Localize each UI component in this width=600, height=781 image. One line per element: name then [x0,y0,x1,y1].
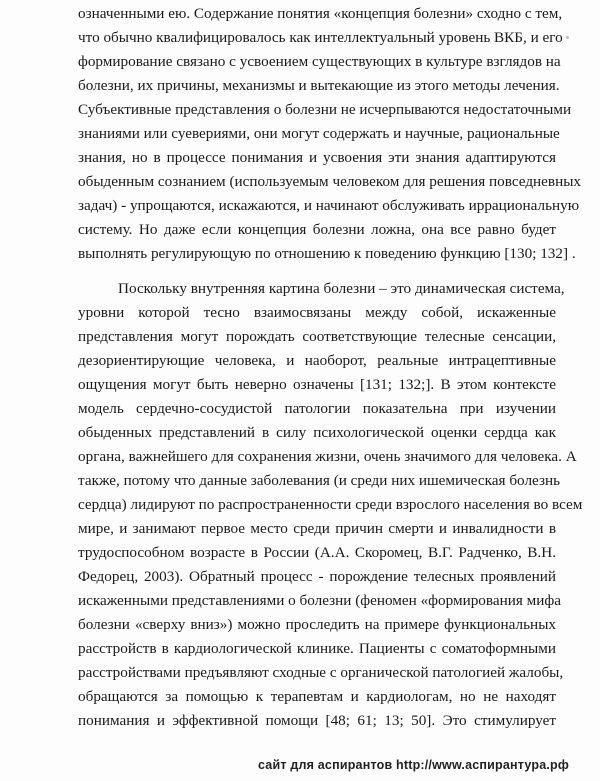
text-line: мире, и занимают первое место среди причин смерти и инвалидности в [78,519,556,537]
text-line: означенными ею. Содержание понятия «концепция болезни» сходно с тем, [78,5,563,22]
text-line: расстройств в кардиологической клинике. Пациенты с соматоформными [78,640,556,658]
text-line: обращаются за помощью к терапевтам и кардиологам, но не находят [78,688,556,706]
text-line: трудоспособном возрасте в России (А.А. Скоромец, В.Г. Радченко, В.Н. [78,544,556,562]
text-line: выполнять регулирующую по отношению к поведению функцию [130; 132] . [78,245,576,263]
text-line: модель сердечно-сосудистой патологии показательна при изучении [78,399,556,417]
text-line: знания, но в процессе понимания и усвоения эти знания адаптируются [78,149,556,167]
text-line: органа, важнейшего для сохранения жизни, очень значимого для человека. А [78,447,577,465]
text-line: расстройствами предъявляют сходные с органической патологией жалобы, [78,664,564,682]
text-line: что обычно квалифицировалось как интеллектуальный уровень ВКБ, и его [78,29,563,47]
text-line: обыденным сознанием (используемым человеком для решения повседневных [78,173,582,191]
text-line: знаниями или суевериями, они могут содержать и научные, рациональные [78,125,560,143]
text-line: систему. Но даже если концепция болезни ложна, она все равно будет [78,221,556,239]
paragraph-2 [78,277,583,734]
text-line: Поскольку внутренняя картина болезни – это динамическая система, [118,279,565,297]
site-watermark: сайт для аспирантов http://www.аспирантура.рф [258,758,570,772]
text-line: обыденных представлений в силу психологической оценки сердца как [78,423,556,441]
text-line: представления могут порождать соответствующие телесные сенсации, [78,327,556,345]
scan-speck [566,36,569,39]
text-line: ощущения могут быть неверно означены [131; 132;]. В этом контексте [78,375,556,393]
text-line: дезориентирующие человека, и наоборот, реальные интрацептивные [78,351,556,369]
text-line: также, потому что данные заболевания (и среди них ишемическая болезнь [78,471,561,489]
text-line: задач) - упрощаются, искажаются, и начинают обслуживать иррациональную [78,197,580,215]
paragraph-1 [78,2,582,267]
text-line: формирование связано с усвоением существующих в культуре взглядов на [78,53,561,71]
text-line: болезни, их причины, механизмы и вытекающие из этого методы лечения. [78,77,560,95]
text-line: искаженными представлениями о болезни (феномен «формирования мифа [78,592,561,610]
document-body [78,2,583,733]
text-line: Субъективные представления о болезни не исчерпываются недостаточными [78,101,572,119]
text-line: Федорец, 2003). Обратный процесс - порождение телесных проявлений [78,568,556,586]
text-line: сердца) лидируют по распространенности среди взрослого населения во всем [78,495,583,513]
text-line: понимания и эффективной помощи [48; 61; 13; 50]. Это стимулирует [78,712,556,730]
text-line: уровни которой тесно взаимосвязаны между собой, искаженные [78,303,556,321]
text-line: болезни «сверху вниз») можно проследить на примере функциональных [78,616,556,634]
